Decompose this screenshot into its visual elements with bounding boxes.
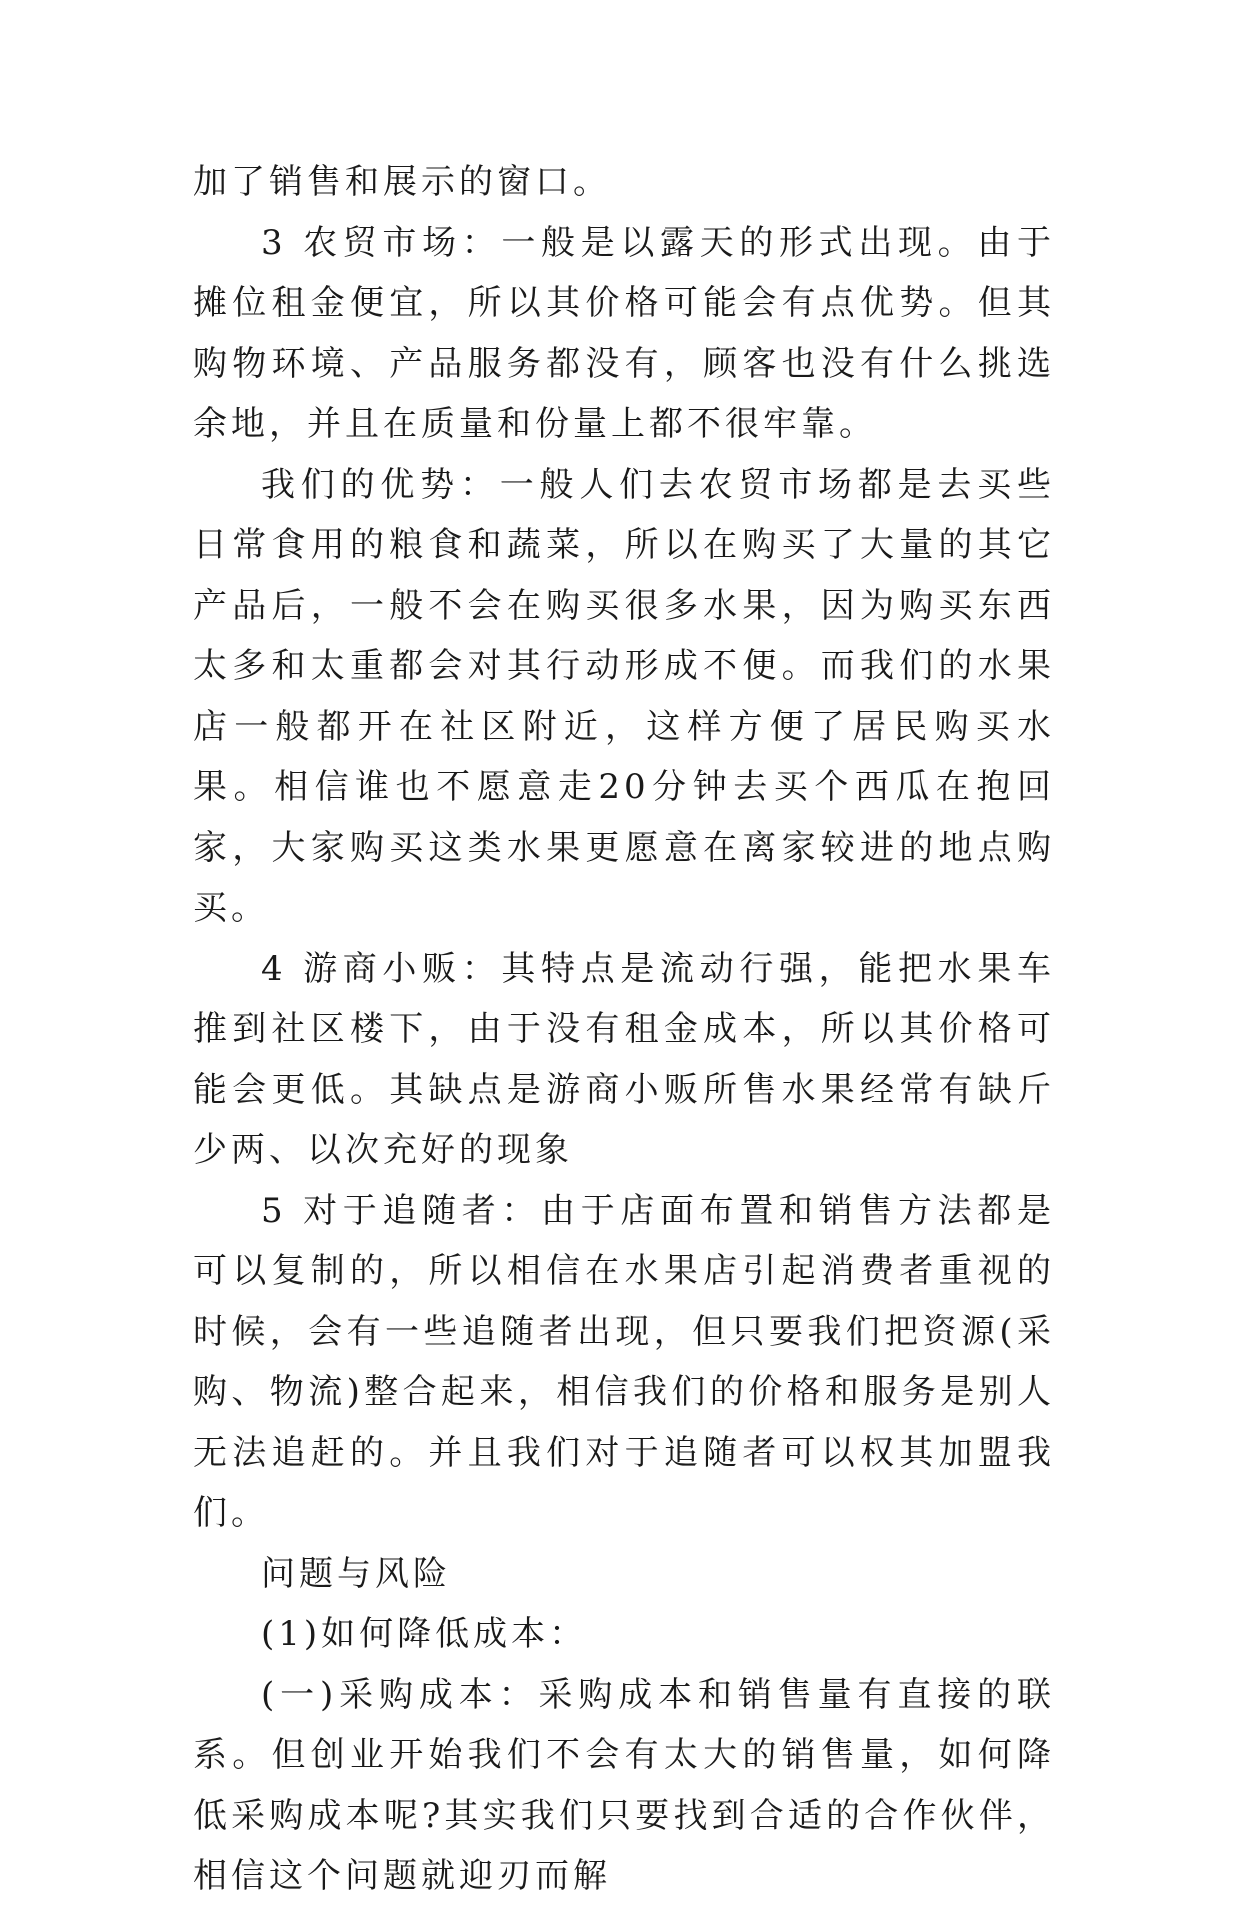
subheading-reduce-cost: (1)如何降低成本：: [261, 1614, 588, 1654]
paragraph-street-vendors: 4 游商小贩：其特点是流动行强，能把水果车推到社区楼下，由于没有租金成本，所以其价格可能会更低。其缺点是游商小贩所售水果经常有缺斤少两、以次充好的现象: [193, 948, 1055, 1170]
paragraph-followers: 5 对于追随者：由于店面布置和销售方法都是可以复制的，所以相信在水果店引起消费者重视的时候，会有一些追随者出现，但只要我们把资源(采购、物流)整合起来，相信我们的价格和服务是别人无法追赶的。并且我们对于追随者可以权其加盟我们。: [193, 1190, 1055, 1533]
section-heading-risks: 问题与风险: [261, 1553, 451, 1594]
paragraph-farmers-market: 3 农贸市场：一般是以露天的形式出现。由于摊位租金便宜，所以其价格可能会有点优势。但其购物环境、产品服务都没有，顾客也没有什么挑选余地，并且在质量和份量上都不很牢靠。: [193, 222, 1055, 444]
document-body: [193, 152, 1055, 1907]
paragraph-continuation: 加了销售和展示的窗口。: [193, 162, 611, 202]
paragraph-procurement-cost: (一)采购成本：采购成本和销售量有直接的联系。但创业开始我们不会有太大的销售量，如何降低采购成本呢?其实我们只要找到合适的合作伙伴，相信这个问题就迎刃而解: [193, 1674, 1055, 1896]
paragraph-our-advantage: 我们的优势：一般人们去农贸市场都是去买些日常食用的粮食和蔬菜，所以在购买了大量的其它产品后，一般不会在购买很多水果，因为购买东西太多和太重都会对其行动形成不便。而我们的水果店一般都开在社区附近，这样方便了居民购买水果。相信谁也不愿意走20分钟去买个西瓜在抱回家，大家购买这类水果更愿意在离家较进的地点购买。: [193, 464, 1055, 928]
